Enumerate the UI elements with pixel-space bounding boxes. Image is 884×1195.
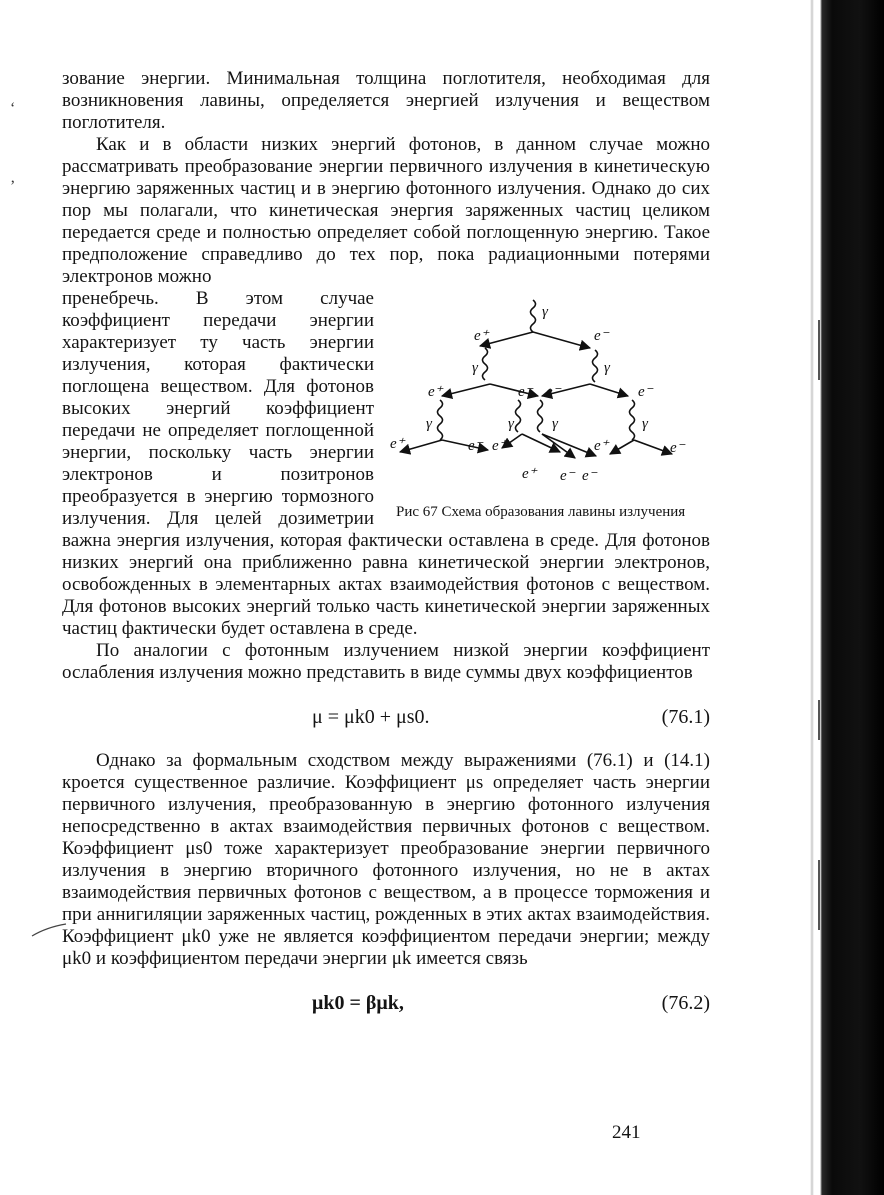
label-positron: e⁺ [428, 384, 443, 400]
label-positron: e⁺ [594, 438, 609, 454]
equation-expression: μ = μk0 + μs0. [312, 706, 430, 728]
equation-76-1 [62, 704, 710, 730]
label-positron: e⁺ [492, 438, 507, 454]
wavy-photon [516, 400, 521, 432]
figure-caption: Рис 67 Схема образования лавины излучения [396, 504, 686, 520]
label-electron: e⁻ [560, 468, 575, 484]
positron-track [400, 440, 442, 452]
equation-number: (76.1) [661, 706, 710, 728]
label-electron: e⁻ [594, 328, 609, 344]
page-body [62, 68, 710, 1036]
avalanche-diagram [390, 292, 710, 502]
label-gamma: γ [604, 360, 610, 376]
label-electron: e⁻ [638, 384, 653, 400]
paragraph-3: По аналогии с фотонным излучением низкой энергии коэффициент ослабления излучения можно представить в виде суммы двух коэффициентов [62, 640, 710, 683]
electron-track [590, 384, 628, 396]
wavy-photon [438, 400, 443, 440]
paragraph-2-wrap: пренебречь. В этом случае коэффициент передачи энергии характеризует ту часть энергии излучения, которая фактически поглощена веществом. Для фотонов высоких энергий коэффициент передачи не определяет поглощенной энергии, поскольку часть энергии электронов и позитронов преобразуется в энергию тормозного излучения. Для целей дозиметрии важна энергия излучения, которая фактически оставлена в среде. Для фотонов низких энергий она приближенно равна кинетической энергии электронов, освобожденных в элементарных актах взаимодействия фотонов с веществом. Для фотонов высоких энергий только часть кинетической энергии заряженных частиц фактически будет оставлена в среде. [62, 288, 710, 639]
label-positron: e⁺ [390, 436, 405, 452]
margin-mark: ‘ [10, 100, 16, 117]
paragraph-2-top: Как и в области низких энергий фотонов, в данном случае можно рассматривать преобразование энергии первичного излучения в кинетическую энергию заряженных частиц и в энергию фотонного излучения. Однако до сих пор мы полагали, что кинетическая энергия заряженных частиц целиком передается среде и полностью определяет собой поглощенную энергию. Такое предположение справедливо до тех пор, пока радиационными потерями электронов можно [62, 134, 710, 287]
positron-track [442, 384, 490, 396]
label-gamma: γ [472, 360, 478, 376]
label-gamma: γ [426, 416, 432, 432]
figure-67 [390, 292, 710, 521]
paragraph-4: Однако за формальным сходством между выражениями (76.1) и (14.1) кроется существенное различие. Коэффициент μs определяет часть энергии первичного излучения, преобразованную в энергию фотонного излучения непосредственно в актах взаимодействия первичных фотонов с веществом. Коэффициент μs0 тоже характеризует преобразование энергии первичного излучения в энергию вторичного фотонного излучения, но не в актах взаимодействия первичных фотонов с веществом, а в процессе торможения и при аннигиляции заряженных частиц, рожденных в этих актах взаимодействия. Коэффициент μk0 уже не является коэффициентом передачи энергии; между μk0 и коэффициентом передачи энергии μk имеется связь [62, 750, 710, 969]
label-gamma: γ [542, 304, 548, 320]
book-spine-shadow [800, 0, 884, 1195]
label-positron: e⁺ [474, 328, 489, 344]
label-gamma: γ [508, 416, 514, 432]
label-electron: e⁻ [468, 438, 483, 454]
electron-track [634, 440, 672, 454]
wavy-photon [538, 400, 543, 432]
label-electron: e⁻ [546, 384, 561, 400]
spine-mark [818, 860, 820, 930]
wavy-photon [483, 348, 488, 380]
equation-76-2 [62, 990, 710, 1016]
spine-mark [818, 700, 820, 740]
margin-mark: ’ [10, 178, 16, 195]
label-gamma: γ [642, 416, 648, 432]
equation-expression: μk0 = βμk, [312, 992, 404, 1014]
spine-mark [818, 320, 820, 380]
label-electron: e⁻ [582, 468, 597, 484]
paragraph-1: зование энергии. Минимальная толщина поглотителя, необходимая для возникновения лавины, определяется энергией излучения и веществом поглотителя. [62, 68, 710, 133]
label-electron: e⁻ [670, 440, 685, 456]
wavy-photon [630, 400, 635, 440]
wavy-photon [531, 300, 536, 332]
wavy-photon [593, 350, 598, 382]
equation-number: (76.2) [661, 992, 710, 1014]
page-number: 241 [612, 1122, 641, 1143]
label-gamma: γ [552, 416, 558, 432]
positron-track [610, 440, 634, 454]
label-electron: e⁻ [518, 384, 533, 400]
electron-track [533, 332, 590, 348]
label-positron: e⁺ [522, 466, 537, 482]
